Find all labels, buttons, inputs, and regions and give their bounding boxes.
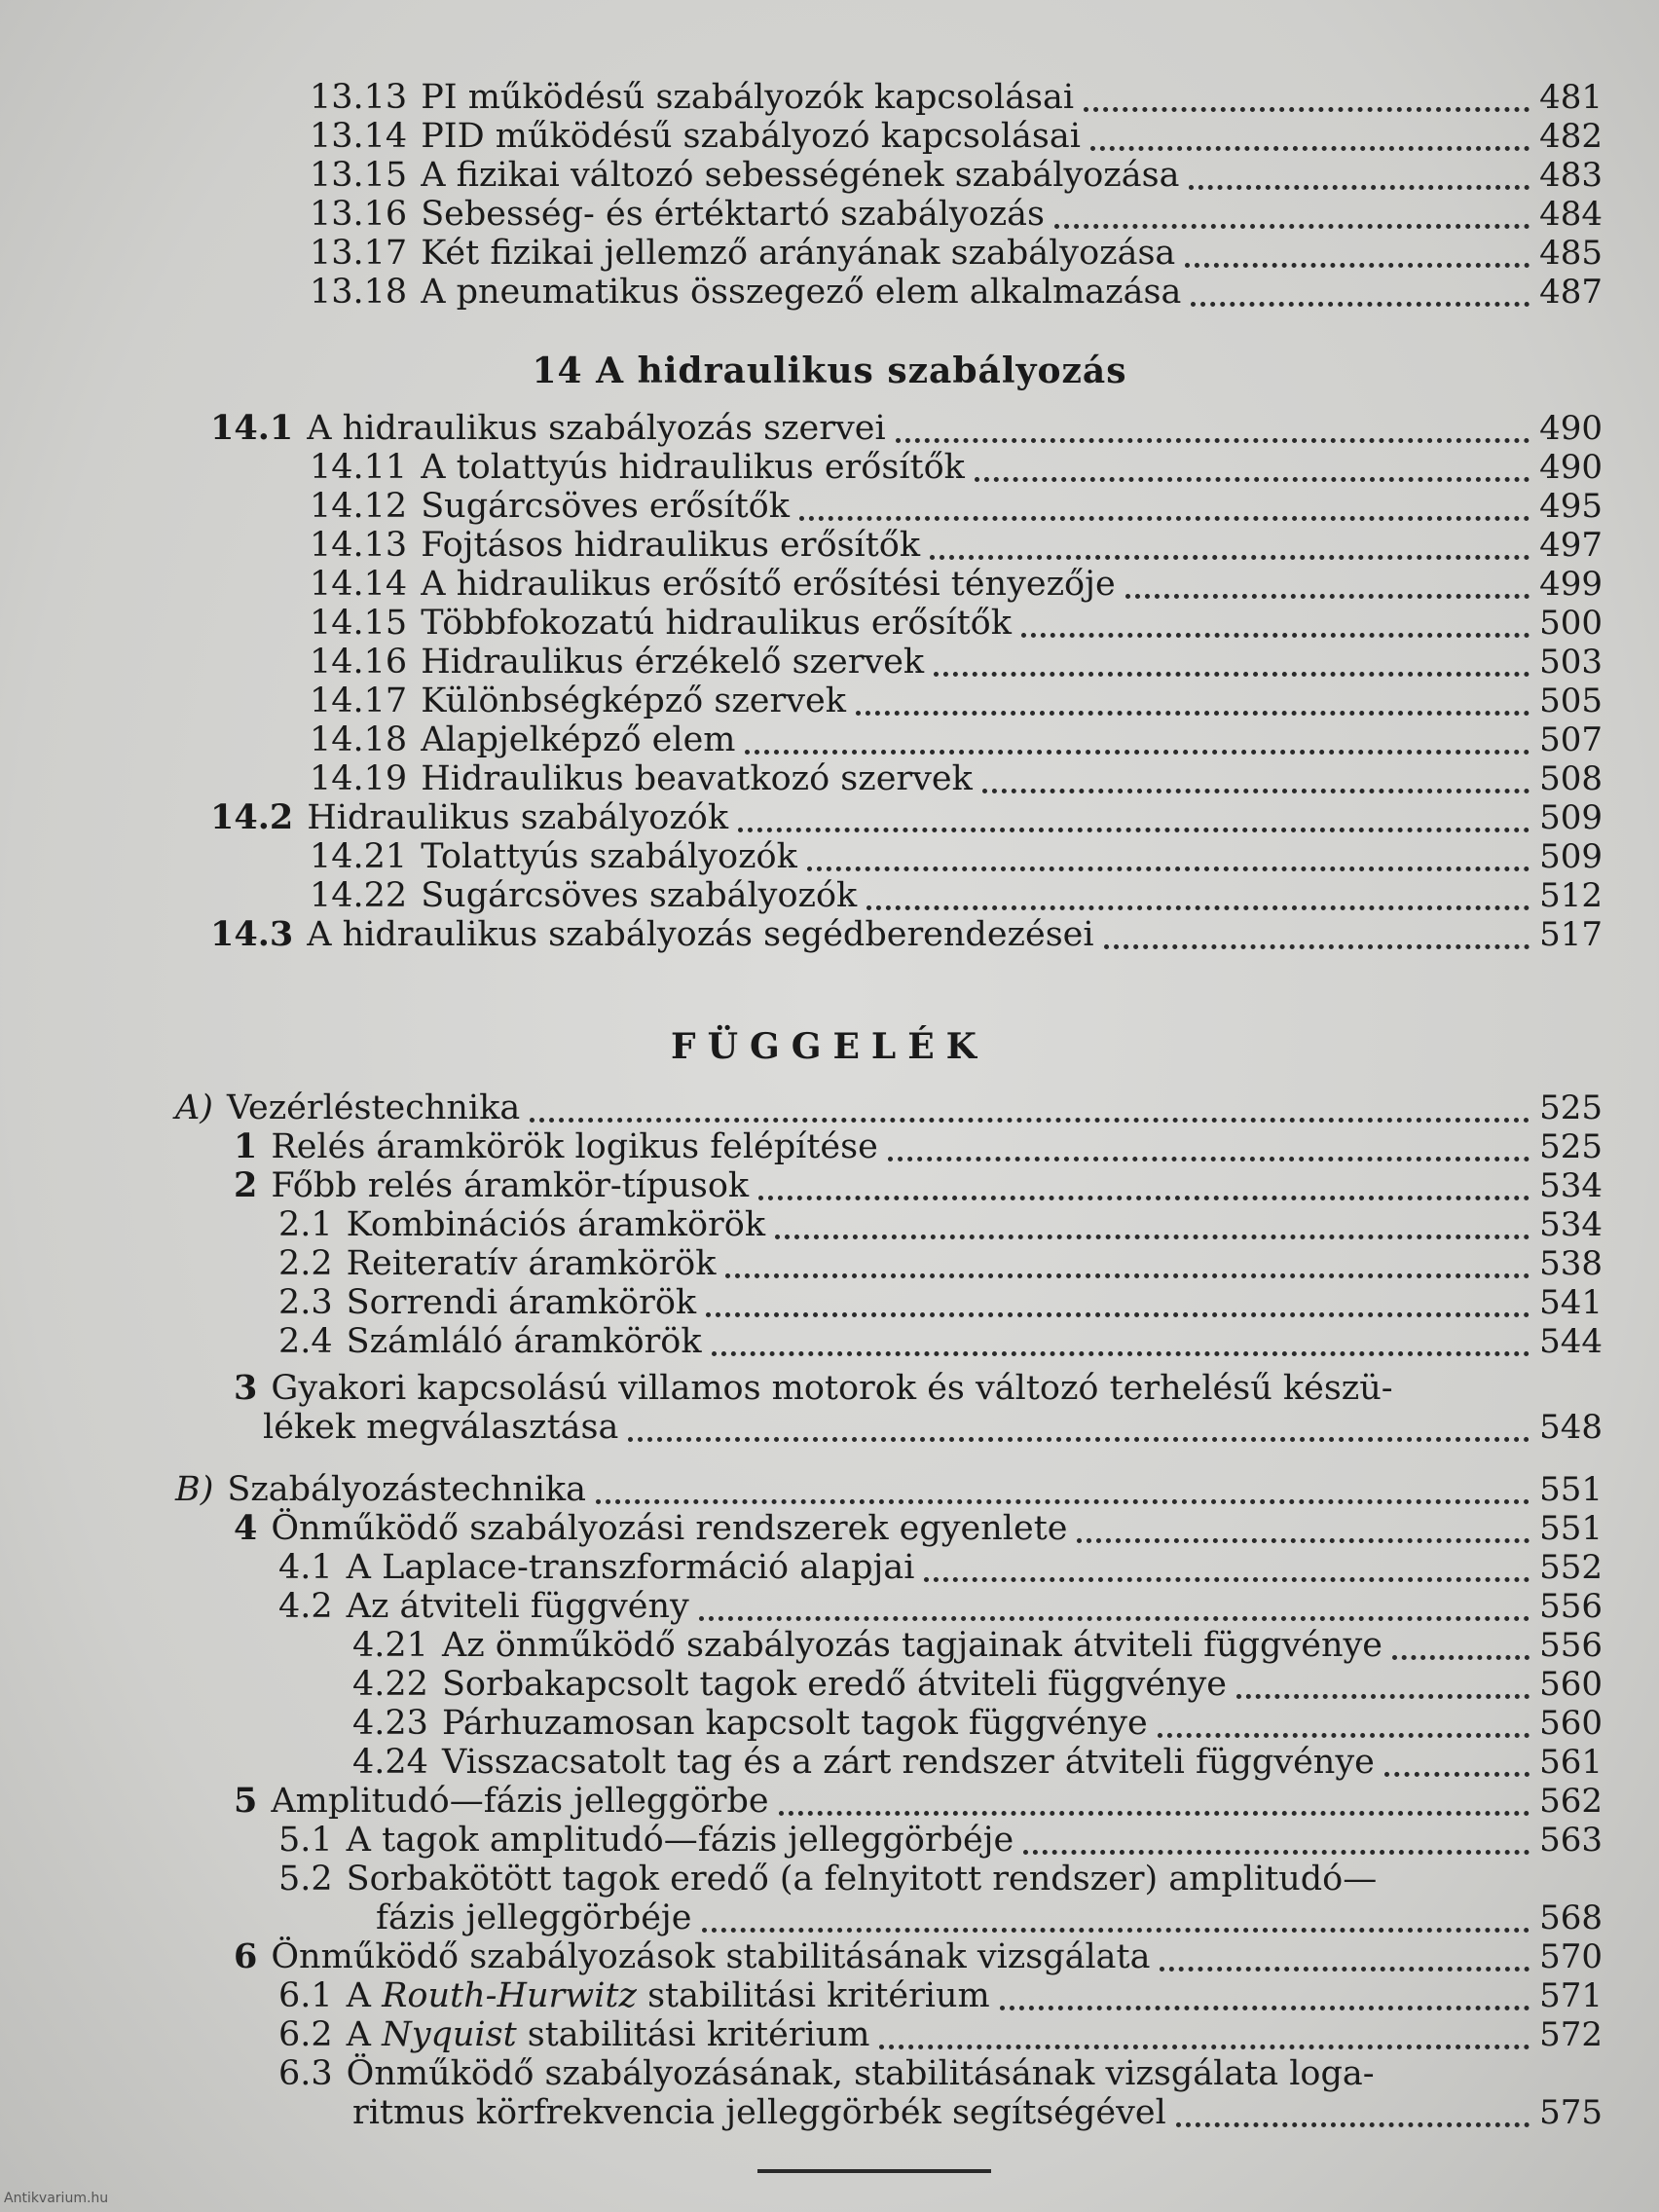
toc-entry: [210, 409, 1603, 448]
entry-number: 6: [234, 1936, 258, 1976]
entry-page: 508: [1539, 759, 1603, 798]
entry-number: 4.1: [278, 1548, 333, 1587]
entry-title: Két fizikai jellemző arányának szabályozása: [421, 234, 1176, 273]
toc-entry: [310, 565, 1603, 604]
entry-page: 505: [1539, 682, 1603, 720]
entry-title: Amplitudó—fázis jelleggörbe: [271, 1782, 769, 1821]
toc-entry: [310, 234, 1603, 273]
dot-leader: [799, 493, 1530, 521]
entry-page: 495: [1539, 487, 1603, 526]
entry-title: Főbb relés áramkör-típusok: [271, 1166, 750, 1205]
entry-page: 556: [1539, 1626, 1603, 1665]
entry-number: 14.12: [310, 487, 408, 526]
toc-entry: [310, 526, 1603, 565]
entry-title-italic: Nyquist: [382, 2015, 517, 2054]
entry-page: 560: [1539, 1665, 1603, 1704]
entry-number: 6.2: [278, 2015, 333, 2054]
entry-title: Sebesség- és értéktartó szabályozás: [421, 195, 1046, 234]
toc-entry: [210, 798, 1603, 837]
dot-leader: [1384, 1749, 1530, 1777]
toc-entry: [310, 682, 1603, 720]
toc-entry: [234, 1937, 1603, 1976]
toc-entry: [310, 273, 1603, 312]
entry-title-italic: Routh-Hurwitz: [382, 1976, 637, 2015]
entry-number: 2.1: [278, 1205, 333, 1244]
dot-leader: [699, 1593, 1530, 1621]
toc-entry: [352, 1626, 1603, 1665]
toc-entry: [310, 643, 1603, 682]
toc-entry: [376, 1899, 1603, 1937]
dot-leader: [879, 2021, 1530, 2049]
entry-number: 14.22: [310, 876, 408, 915]
entry-title: [333, 1976, 990, 2015]
entry-number: 4.2: [278, 1587, 333, 1626]
entry-page: 551: [1539, 1509, 1603, 1548]
entry-title: Hidraulikus érzékelő szervek: [421, 643, 925, 682]
dot-leader: [702, 1904, 1530, 1933]
dot-leader: [975, 454, 1530, 482]
toc-entry: [278, 1821, 1603, 1860]
entry-number: 2.4: [278, 1322, 333, 1361]
toc-entry: [278, 1283, 1603, 1322]
entry-page: 563: [1539, 1821, 1603, 1860]
entry-title: Gyakori kapcsolású villamos motorok és változó terhelésű készü-: [271, 1369, 1393, 1408]
dot-leader: [1125, 571, 1530, 599]
toc-entry: [310, 876, 1603, 915]
entry-page: 534: [1539, 1205, 1603, 1244]
entry-page: 484: [1539, 195, 1603, 234]
appendix-heading: FÜGGELÉK: [671, 1026, 988, 1067]
entry-page: 551: [1539, 1470, 1603, 1509]
entry-title-prefix: A: [346, 2015, 383, 2054]
entry-number: B): [175, 1470, 214, 1509]
entry-title: Hidraulikus szabályozók: [307, 798, 729, 837]
chapter-heading: 14 A hidraulikus szabályozás: [532, 350, 1127, 391]
dot-leader: [982, 765, 1530, 793]
entry-page: 490: [1539, 448, 1603, 487]
entry-number: 4.24: [352, 1743, 428, 1782]
toc-entry: [310, 759, 1603, 798]
entry-number: 14.1: [210, 408, 294, 448]
entry-number: 4: [234, 1508, 258, 1548]
entry-page: 575: [1539, 2093, 1603, 2132]
dot-leader: [779, 1788, 1530, 1816]
entry-title: Többfokozatú hidraulikus erősítők: [421, 604, 1012, 643]
entry-number: 14.13: [310, 526, 408, 565]
entry-title: fázis jelleggörbéje: [376, 1899, 692, 1937]
entry-number: 14.15: [310, 604, 408, 643]
dot-leader: [1021, 609, 1530, 638]
entry-number: 6.3: [278, 2054, 333, 2093]
entry-title: Sorbakapcsolt tagok eredő átviteli függvénye: [441, 1665, 1227, 1704]
dot-leader: [1160, 1943, 1530, 1972]
dot-leader: [1191, 278, 1530, 307]
entry-title: Párhuzamosan kapcsolt tagok függvénye: [441, 1704, 1148, 1743]
entry-title: Önműködő szabályozásának, stabilitásának vizsgálata loga-: [346, 2054, 1375, 2093]
entry-title: PI működésű szabályozók kapcsolásai: [421, 78, 1075, 117]
dot-leader: [1176, 2099, 1530, 2127]
entry-page: 509: [1539, 798, 1603, 837]
entry-title: [333, 2015, 870, 2054]
dot-leader: [934, 648, 1530, 677]
dot-leader: [866, 882, 1530, 910]
toc-entry: [310, 156, 1603, 195]
entry-page: 572: [1539, 2015, 1603, 2054]
dot-leader: [1023, 1826, 1530, 1855]
entry-title: Tolattyús szabályozók: [421, 837, 797, 876]
toc-entry: [278, 1587, 1603, 1626]
dot-leader: [1054, 201, 1530, 229]
entry-title: Reiteratív áramkörök: [346, 1244, 717, 1283]
dot-leader: [930, 532, 1530, 560]
entry-number: 14.14: [310, 565, 408, 604]
toc-entry: [278, 1322, 1603, 1361]
dot-leader: [1090, 123, 1530, 151]
entry-number: 14.21: [310, 837, 408, 876]
dot-leader: [807, 843, 1530, 871]
dot-leader: [706, 1289, 1530, 1317]
entry-title: Önműködő szabályozási rendszerek egyenlete: [271, 1509, 1068, 1548]
entry-number: 14.19: [310, 759, 408, 798]
entry-title: Visszacsatolt tag és a zárt rendszer átviteli függvénye: [441, 1743, 1375, 1782]
entry-title: A hidraulikus szabályozás szervei: [307, 409, 886, 448]
toc-entry: [234, 1127, 1603, 1166]
entry-number: 4.23: [352, 1704, 428, 1743]
entry-page: 503: [1539, 643, 1603, 682]
entry-title: Vezérléstechnika: [226, 1088, 521, 1127]
entry-number: A): [175, 1088, 213, 1127]
dot-leader: [775, 1211, 1530, 1239]
toc-entry: [278, 1205, 1603, 1244]
entry-number: 2.3: [278, 1283, 333, 1322]
toc-entry: [310, 448, 1603, 487]
entry-title: Önműködő szabályozások stabilitásának vizsgálata: [271, 1937, 1151, 1976]
entry-page: 544: [1539, 1322, 1603, 1361]
entry-page: 481: [1539, 78, 1603, 117]
entry-page: 560: [1539, 1704, 1603, 1743]
toc-entry: [175, 1470, 1603, 1509]
toc-entry: [234, 1369, 1603, 1408]
entry-number: 5.1: [278, 1821, 333, 1860]
entry-page: 556: [1539, 1587, 1603, 1626]
dot-leader: [1104, 921, 1530, 949]
entry-title: Fojtásos hidraulikus erősítők: [421, 526, 921, 565]
entry-number: 13.15: [310, 156, 408, 195]
entry-page: 541: [1539, 1283, 1603, 1322]
entry-page: 517: [1539, 915, 1603, 954]
entry-title: Számláló áramkörök: [346, 1322, 702, 1361]
entry-page: 562: [1539, 1782, 1603, 1821]
entry-number: 13.18: [310, 273, 408, 312]
toc-entry: [310, 604, 1603, 643]
toc-entry: [278, 2054, 1603, 2093]
toc-entry: [175, 1088, 1603, 1127]
dot-leader: [896, 415, 1530, 443]
dot-leader: [628, 1414, 1530, 1442]
entry-title: Az átviteli függvény: [346, 1587, 689, 1626]
dot-leader: [745, 726, 1530, 755]
entry-title: A hidraulikus szabályozás segédberendezései: [307, 915, 1094, 954]
entry-title: ritmus körfrekvencia jelleggörbék segítségével: [352, 2093, 1166, 2132]
entry-page: 482: [1539, 117, 1603, 156]
entry-number: 13.13: [310, 78, 408, 117]
dot-leader: [924, 1554, 1530, 1582]
toc-entry: [310, 117, 1603, 156]
entry-page: 525: [1539, 1127, 1603, 1166]
dot-leader: [1077, 1515, 1530, 1543]
entry-title: Relés áramkörök logikus felépítése: [271, 1127, 878, 1166]
toc-entry: [234, 1166, 1603, 1205]
toc-entry: [310, 195, 1603, 234]
entry-number: 1: [234, 1126, 258, 1166]
entry-number: 14.18: [310, 720, 408, 759]
dot-leader: [888, 1133, 1530, 1161]
entry-title-prefix: A: [346, 1976, 383, 2015]
toc-entry: [310, 78, 1603, 117]
entry-page: 561: [1539, 1743, 1603, 1782]
entry-page: 525: [1539, 1088, 1603, 1127]
toc-entry: [278, 1860, 1603, 1899]
entry-page: 512: [1539, 876, 1603, 915]
entry-number: 13.17: [310, 234, 408, 273]
entry-page: 499: [1539, 565, 1603, 604]
entry-title: Kombinációs áramkörök: [346, 1205, 766, 1244]
end-rule: [757, 2169, 991, 2173]
dot-leader: [1189, 162, 1530, 190]
toc-entry: [278, 1244, 1603, 1283]
dot-leader: [1084, 84, 1530, 112]
entry-page: 483: [1539, 156, 1603, 195]
entry-number: 14.11: [310, 448, 408, 487]
entry-page: 538: [1539, 1244, 1603, 1283]
entry-number: 4.22: [352, 1665, 428, 1704]
toc-entry: [352, 2093, 1603, 2132]
entry-number: 4.21: [352, 1626, 428, 1665]
dot-leader: [738, 804, 1530, 832]
toc-entry: [352, 1743, 1603, 1782]
entry-page: 548: [1539, 1408, 1603, 1447]
dot-leader: [758, 1172, 1530, 1200]
dot-leader: [1158, 1710, 1530, 1738]
dot-leader: [856, 687, 1530, 716]
entry-page: 534: [1539, 1166, 1603, 1205]
entry-title: A tolattyús hidraulikus erősítők: [421, 448, 965, 487]
entry-title: Sorbakötött tagok eredő (a felnyitott rendszer) amplitudó—: [346, 1860, 1378, 1899]
toc-entry: [278, 2015, 1603, 2054]
entry-number: 13.16: [310, 195, 408, 234]
dot-leader: [1000, 1982, 1530, 2010]
entry-title: Szabályozástechnika: [227, 1470, 586, 1509]
entry-title: Sugárcsöves szabályozók: [421, 876, 858, 915]
entry-number: 5.2: [278, 1860, 333, 1899]
entry-number: 3: [234, 1368, 258, 1408]
entry-number: 5: [234, 1781, 258, 1821]
toc-entry: [352, 1665, 1603, 1704]
entry-title: Sorrendi áramkörök: [346, 1283, 697, 1322]
dot-leader: [596, 1476, 1530, 1504]
entry-title: Különbségképző szervek: [421, 682, 846, 720]
toc-entry: [210, 915, 1603, 954]
entry-title: Alapjelképző elem: [421, 720, 736, 759]
entry-title: Az önműködő szabályozás tagjainak átviteli függvénye: [441, 1626, 1382, 1665]
toc-entry: [310, 720, 1603, 759]
entry-number: 14.3: [210, 914, 294, 954]
toc-entry: [310, 837, 1603, 876]
entry-title: A hidraulikus erősítő erősítési tényezője: [421, 565, 1116, 604]
toc-entry: [263, 1408, 1603, 1447]
toc-entry: [234, 1782, 1603, 1821]
entry-title: Sugárcsöves erősítők: [421, 487, 790, 526]
entry-page: 500: [1539, 604, 1603, 643]
entry-number: 14.17: [310, 682, 408, 720]
dot-leader: [1185, 240, 1530, 268]
entry-number: 2: [234, 1165, 258, 1205]
entry-page: 568: [1539, 1899, 1603, 1937]
entry-title: lékek megválasztása: [263, 1408, 619, 1447]
toc-entry: [278, 1548, 1603, 1587]
entry-page: 487: [1539, 273, 1603, 312]
entry-title-rest: stabilitási kritérium: [516, 2015, 870, 2054]
entry-page: 485: [1539, 234, 1603, 273]
entry-number: 6.1: [278, 1976, 333, 2015]
entry-number: 2.2: [278, 1244, 333, 1283]
watermark: Antikvarium.hu: [4, 2191, 109, 2206]
dot-leader: [725, 1250, 1530, 1278]
entry-title-rest: stabilitási kritérium: [636, 1976, 990, 2015]
dot-leader: [1236, 1671, 1530, 1699]
entry-page: 509: [1539, 837, 1603, 876]
entry-number: 13.14: [310, 117, 408, 156]
entry-page: 571: [1539, 1976, 1603, 2015]
entry-page: 490: [1539, 409, 1603, 448]
toc-entry: [310, 487, 1603, 526]
entry-title: A Laplace-transzformáció alapjai: [346, 1548, 915, 1587]
entry-page: 570: [1539, 1937, 1603, 1976]
toc-entry: [234, 1509, 1603, 1548]
entry-title: PID működésű szabályozó kapcsolásai: [421, 117, 1081, 156]
dot-leader: [1392, 1632, 1530, 1660]
entry-page: 497: [1539, 526, 1603, 565]
entry-number: 14.2: [210, 797, 294, 837]
entry-number: 14.16: [310, 643, 408, 682]
entry-title: Hidraulikus beavatkozó szervek: [421, 759, 973, 798]
toc-entry: [352, 1704, 1603, 1743]
entry-page: 552: [1539, 1548, 1603, 1587]
toc-entry: [278, 1976, 1603, 2015]
entry-page: 507: [1539, 720, 1603, 759]
entry-title: A tagok amplitudó—fázis jelleggörbéje: [346, 1821, 1014, 1860]
entry-title: A pneumatikus összegező elem alkalmazása: [421, 273, 1182, 312]
entry-title: A fizikai változó sebességének szabályozása: [421, 156, 1180, 195]
dot-leader: [712, 1328, 1530, 1356]
dot-leader: [530, 1094, 1530, 1123]
